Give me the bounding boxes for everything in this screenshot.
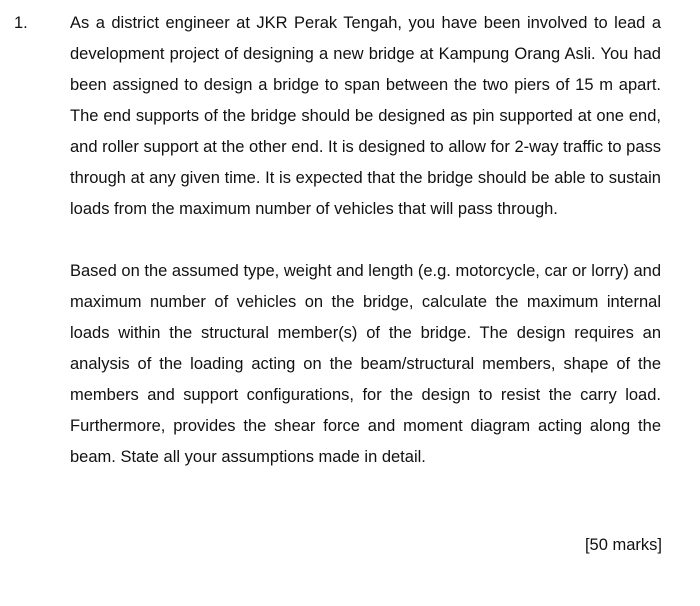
question-body <box>70 8 661 473</box>
marks-allocation: [50 marks] <box>584 536 662 554</box>
question-paragraph-scenario: As a district engineer at JKR Perak Tengah, you have been involved to lead a development project of designing a new bridge at Kampung Orang Asli. You had been assigned to design a bridge to span between the two piers of 15 m apart. The end supports of the bridge should be designed as pin supported at one end, and roller support at the other end. It is designed to allow for 2-way traffic to pass through at any given time. It is expected that the bridge should be able to sustain loads from the maximum number of vehicles that will pass through. <box>70 14 661 218</box>
question-number: 1. <box>14 14 28 32</box>
question-paragraph-task: Based on the assumed type, weight and length (e.g. motorcycle, car or lorry) and maximum number of vehicles on the bridge, calculate the maximum internal loads within the structural member(s) of the bridge. The design requires an analysis of the loading acting on the beam/structural members, shape of the members and support configurations, for the design to resist the carry load. Furthermore, provides the shear force and moment diagram acting along the beam. State all your assumptions made in detail. <box>70 262 661 466</box>
